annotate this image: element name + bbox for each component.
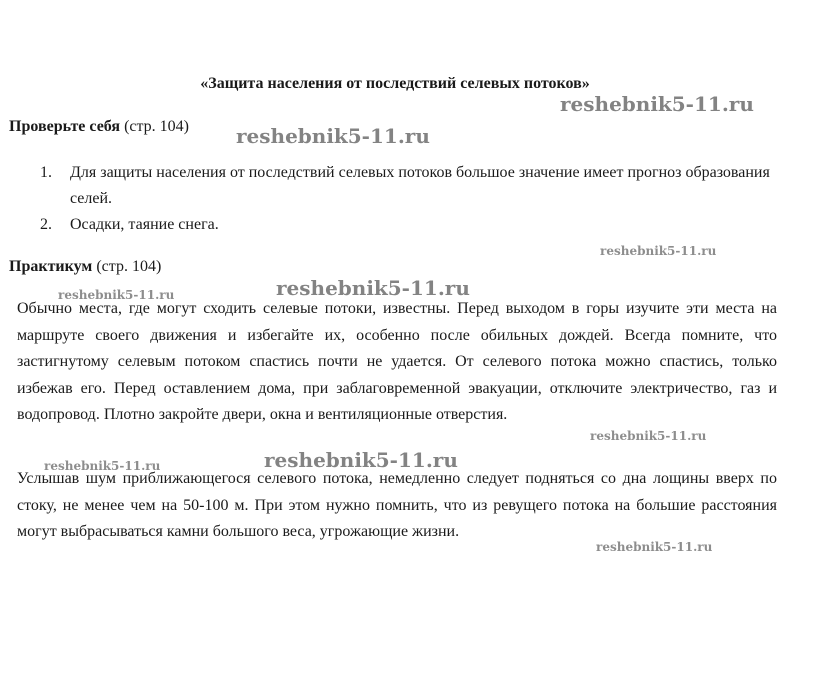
paragraph-1: Обычно места, где могут сходить селевые потоки, известны. Перед выходом в горы изучите эти места на маршруте своего движения и избегайте их, особенно после обильных дождей. Всегда помните, что застигнутому селевым потоком спастись почти не удается. От селевого потока можно спастись, только избежав его. Перед оставлением дома, при заблаговременной эвакуации, отключите электричество, газ и водопровод. Плотно закройте двери, окна и вентиляционные отверстия. [17, 300, 777, 423]
practicum-heading-page: (стр. 104) [92, 258, 162, 275]
list-item-number: 2. [40, 216, 52, 233]
check-heading-page: (стр. 104) [120, 118, 190, 135]
watermark: reshebnik5-11.ru [590, 429, 707, 443]
list-item-number: 1. [40, 164, 52, 181]
check-heading-label: Проверьте себя [9, 118, 121, 135]
practicum-heading [9, 258, 161, 276]
answers-list [40, 160, 782, 238]
watermark: reshebnik5-11.ru [596, 540, 713, 554]
list-item [40, 212, 782, 238]
watermark: reshebnik5-11.ru [264, 448, 458, 472]
list-item [40, 160, 782, 212]
document-title: «Защита населения от последствий селевых потоков» [200, 75, 590, 92]
watermark: reshebnik5-11.ru [276, 276, 470, 300]
watermark: reshebnik5-11.ru [44, 459, 161, 473]
watermark: reshebnik5-11.ru [560, 92, 754, 116]
watermark: reshebnik5-11.ru [600, 244, 717, 258]
paragraph-2: Услышав шум приближающегося селевого потока, немедленно следует подняться со дна лощины вверх по стоку, не менее чем на 50-100 м. При этом нужно помнить, что из ревущего потока на большие расстояния могут выбрасываться камни большого веса, угрожающие жизни. [17, 470, 777, 540]
watermark: reshebnik5-11.ru [236, 124, 430, 148]
check-yourself-heading [9, 118, 189, 136]
list-item-text: Для защиты населения от последствий селевых потоков большое значение имеет прогноз образования селей. [70, 164, 770, 207]
practicum-heading-label: Практикум [9, 258, 93, 275]
list-item-text: Осадки, таяние снега. [70, 216, 219, 233]
watermark: reshebnik5-11.ru [58, 288, 175, 302]
